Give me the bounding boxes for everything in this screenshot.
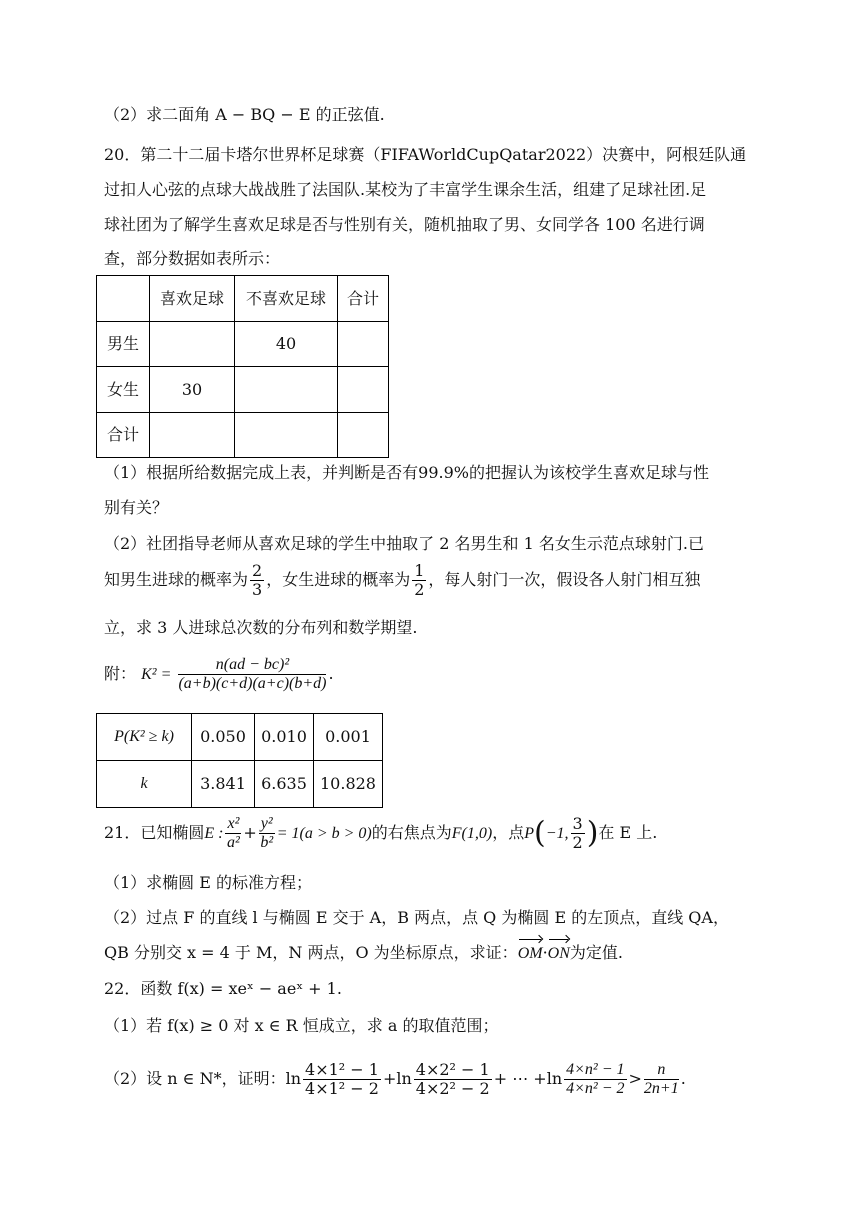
table2-cell: 0.010 (255, 714, 314, 761)
female-probability-fraction (412, 562, 426, 599)
point-y-fraction (571, 815, 585, 852)
q21-stem: 21．已知椭圆E : $\frac{\text{x²}}{\text{a²}}$ + $\frac{\text{y²}}{\text{b²}}$ = 1(a > b > 0)的右焦点为F(1,0)，点P(−1, $\frac{3}{2}$ )在 E 上. (104, 814, 658, 852)
point-x: −1, (545, 825, 569, 842)
fraction-denominator: a² (227, 834, 240, 851)
q20-intro-line2: 过扣人心弦的点球大战战胜了法国队.某校为了丰富学生课余生活，组建了足球社团.足 (104, 180, 707, 199)
q20-intro-line3: 球社团为了解学生喜欢足球是否与性别有关，随机抽取了男、女同学各 100 名进行调 (104, 215, 705, 234)
q20-part1-line1: （1）根据所给数据完成上表，并判断是否有99.9%的把握认为该校学生喜欢足球与性 (104, 463, 710, 482)
ln-2: ln (396, 1069, 412, 1088)
ellipsis: + ⋯ + (493, 1069, 547, 1088)
fraction-denominator: 2 (414, 580, 425, 599)
q22-stem: 22．函数 f(x) = xeˣ − aeˣ + 1. (104, 979, 342, 998)
ellipse-name: E : (204, 825, 224, 842)
q20-part2-text-a: 知男生进球的概率为 (104, 570, 249, 589)
vector-om: OM (518, 942, 543, 966)
q21-part1: （1）求椭圆 E 的标准方程； (104, 873, 313, 892)
q21-part2-line1: （2）过点 F 的直线 l 与椭圆 E 交于 A，B 两点，点 Q 为椭圆 E 的左顶点，直线 QA， (104, 908, 729, 927)
table1-header-2: 不喜欢足球 (235, 276, 338, 322)
chi-square-formula (104, 652, 764, 697)
table2-cell: 0.001 (314, 714, 383, 761)
formula-fraction (178, 656, 326, 693)
fraction-numerator: y² (260, 815, 273, 832)
table2-cell: 0.050 (192, 714, 255, 761)
fraction-numerator: 4×2² − 1 (415, 1060, 490, 1079)
fraction-denominator: 4×1² − 2 (305, 1079, 379, 1098)
table2-row1-label: P(K² ≥ k) (97, 714, 192, 761)
table2-cell: 3.841 (192, 761, 255, 808)
table1-cell: 女生 (97, 367, 150, 413)
q21-part2-line2 (104, 941, 764, 966)
point-p: P (524, 825, 534, 842)
q20-intro-line1: 20．第二十二届卡塔尔世界杯足球赛（FIFAWorldCupQatar2022）决赛中，阿根廷队通 (104, 145, 747, 164)
q20-part2-line2 (104, 560, 764, 600)
q22-part2-text-a: （2）设 n ∈ N*，证明： (104, 1069, 286, 1088)
q19-part2: （2）求二面角 A − BQ − E 的正弦值. (104, 105, 385, 124)
fraction-numerator: n (644, 1061, 679, 1080)
table1-cell: 30 (150, 367, 235, 413)
fraction-numerator: 2 (252, 561, 263, 580)
formula-numerator: n(ad − bc)² (178, 656, 326, 675)
table1-cell: 男生 (97, 322, 150, 367)
fraction-denominator: b² (260, 834, 274, 851)
table1-header-3: 合计 (338, 276, 389, 322)
q20-part2-line3: 立，求 3 人进球总次数的分布列和数学期望. (104, 618, 418, 637)
q20-part2-text-b: ，女生进球的概率为 (266, 570, 411, 589)
ln-1: ln (285, 1069, 302, 1088)
q21-text-d: 在 E 上. (598, 823, 658, 842)
y-over-b-fraction (259, 815, 275, 852)
fraction-numerator: 3 (572, 814, 583, 833)
q22-part1: （1）若 f(x) ≥ 0 对 x ∈ R 恒成立，求 a 的取值范围； (104, 1016, 499, 1035)
table1-cell: 40 (235, 322, 338, 367)
q21-text-c: ，点 (492, 823, 525, 842)
q20-part1-line2: 别有关？ (104, 498, 169, 517)
fraction-denominator: 2 (572, 833, 583, 852)
vector-on: ON (548, 942, 570, 966)
fraction-numerator: x² (227, 815, 240, 832)
greater-than: > (628, 1069, 642, 1088)
table2-cell: 6.635 (255, 761, 314, 808)
q22-end: . (680, 1069, 686, 1088)
appendix-label: 附： (104, 664, 137, 683)
table1-cell (338, 413, 389, 458)
table1-cell (150, 322, 235, 367)
contingency-table (96, 275, 389, 458)
table1-cell (338, 367, 389, 413)
critical-value-table (96, 713, 383, 808)
fraction-numerator: 4×n² − 1 (566, 1061, 625, 1078)
q21-part2-text-a: QB 分别交 x = 4 于 M，N 两点，O 为坐标原点，求证： (104, 943, 518, 962)
q20-intro-line4: 查，部分数据如表所示： (104, 249, 281, 268)
formula-end: . (328, 664, 334, 683)
fraction-numerator: 1 (414, 561, 425, 580)
term2-fraction (414, 1061, 492, 1098)
formula-denominator: (a+b)(c+d)(a+c)(b+d) (178, 675, 327, 692)
term1-fraction (303, 1061, 381, 1098)
x-over-a-fraction (225, 815, 241, 852)
table1-cell (235, 413, 338, 458)
focus-point: F(1,0) (451, 825, 493, 842)
dot-operator: · (542, 943, 548, 962)
fraction-denominator: 4×2² − 2 (415, 1079, 490, 1098)
table1-cell (338, 322, 389, 367)
ln-n: ln (546, 1069, 563, 1088)
fraction-numerator: 4×1² − 1 (305, 1060, 379, 1079)
q21-part2-text-b: 为定值. (569, 943, 623, 962)
male-probability-fraction (250, 562, 264, 599)
q22-part2: （2）设 n ∈ N*，证明：ln $\frac{\text{4×1² − 1}}{\text{4×1² − 2}}$ +ln $\frac{\text{4×2² − 1}}{\text{4×2² − 2}}$ + ⋯ +ln $\frac{\text{4×n² − 1}}{\text{4×n² − 2}}$ > $\frac{n}{2n+1}$ . (104, 1060, 686, 1098)
q20-part2-line1: （2）社团指导老师从喜欢足球的学生中抽取了 2 名男生和 1 名女生示范点球射门.已 (104, 534, 704, 553)
table1-header-1: 喜欢足球 (150, 276, 235, 322)
q21-text-a: 21．已知椭圆 (104, 823, 205, 842)
fraction-denominator: 2n+1 (643, 1080, 679, 1097)
table2-cell: 10.828 (314, 761, 383, 808)
table1-cell: 合计 (97, 413, 150, 458)
table1-cell (150, 413, 235, 458)
rhs-fraction (644, 1061, 679, 1098)
termn-fraction (564, 1061, 626, 1098)
fraction-denominator: 3 (252, 580, 263, 599)
table1-cell (235, 367, 338, 413)
table2-row2-label: k (97, 761, 192, 808)
fraction-denominator: 4×n² − 2 (566, 1080, 625, 1097)
table1-header-0 (97, 276, 150, 322)
formula-lhs: K² = (141, 666, 172, 683)
q20-part2-text-c: ，每人射门一次，假设各人射门相互独 (428, 570, 701, 589)
ellipse-equation-rest: = 1(a > b > 0) (276, 825, 372, 842)
q21-text-b: 的右焦点为 (371, 823, 452, 842)
